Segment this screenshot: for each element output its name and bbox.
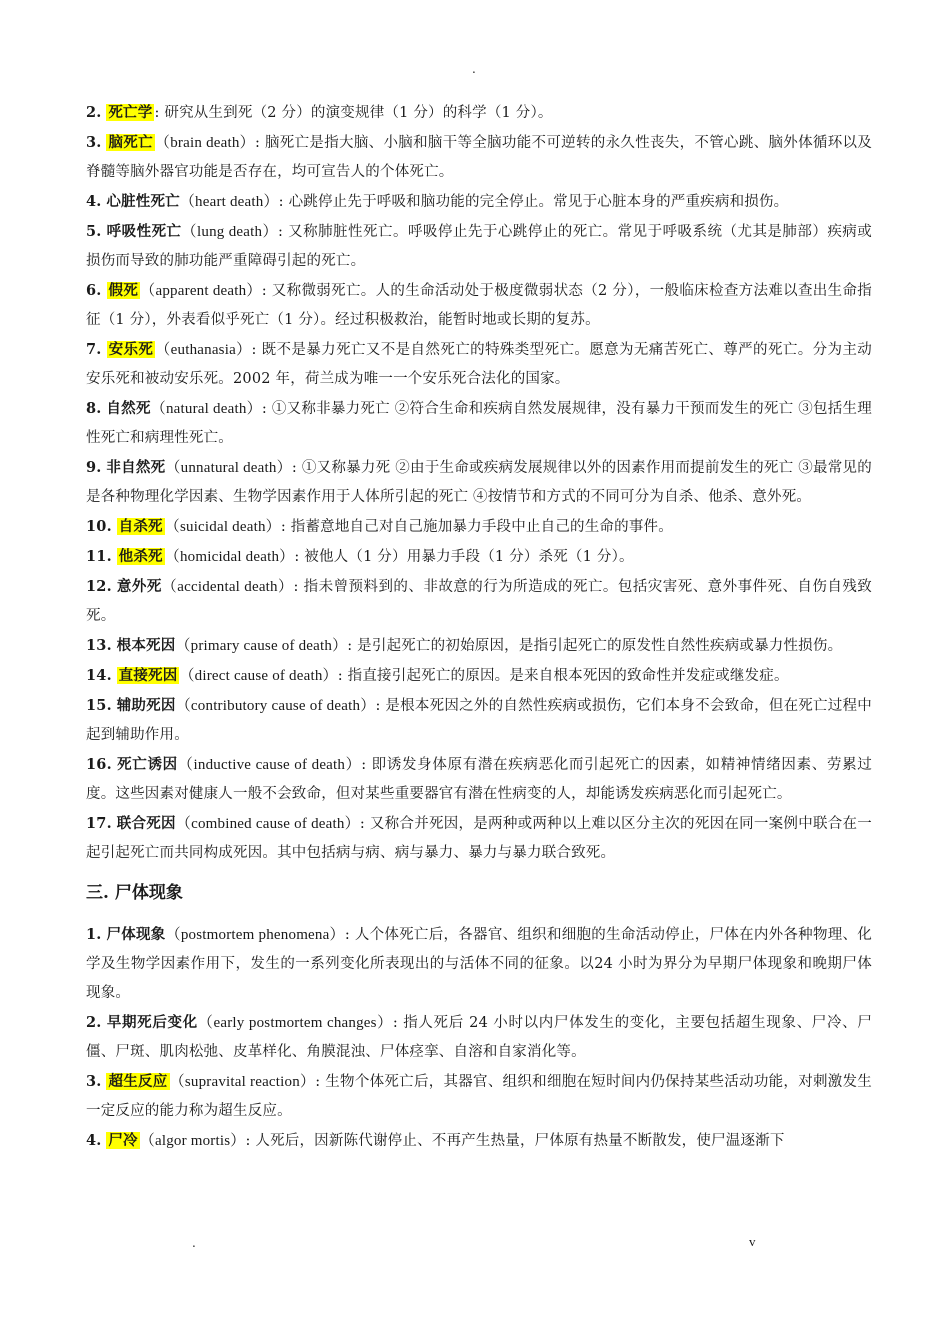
- footer-mark: v: [749, 1234, 756, 1249]
- definition-text: : 即诱发身体原有潜在疾病恶化而引起死亡的因素，如精神情绪因素、劳累过度。这些因素对健康人一般不会致命，但对某些重要器官有潜在性病变的人，却能诱发疾病恶化而引起死亡。: [86, 757, 872, 802]
- term: 非自然死: [106, 459, 166, 476]
- item-number: 4.: [86, 1132, 102, 1149]
- english-term: （unnatural death）: [165, 460, 292, 476]
- term: 辅助死因: [116, 697, 176, 714]
- item-number: 15.: [86, 697, 112, 714]
- english-term: （euthanasia）: [155, 342, 252, 358]
- item-number: 12.: [86, 578, 112, 595]
- definition-item: [86, 572, 872, 631]
- highlighted-term: 他杀死: [118, 548, 163, 565]
- highlighted-term: 死亡学: [108, 104, 153, 121]
- term: 意外死: [116, 578, 162, 595]
- section3-list: [86, 920, 872, 1156]
- highlighted-term: 脑死亡: [108, 134, 153, 151]
- highlighted-term: 自杀死: [118, 518, 163, 535]
- header-dot: .: [472, 62, 476, 76]
- definition-text: : ①又称暴力死 ②由于生命或疾病发展规律以外的因素作用而提前发生的死亡 ③最常见的是各种物理化学因素、生物学因素作用于人体所引起的死亡 ④按情节和方式的不同可分为自杀、他杀、意外死。: [86, 460, 872, 505]
- term: 联合死因: [116, 815, 176, 832]
- item-number: 7.: [86, 341, 102, 358]
- item-number: 2.: [86, 1014, 102, 1031]
- highlighted-term: 假死: [108, 282, 139, 299]
- definition-item: [86, 1008, 872, 1067]
- definition-text: : 又称肺脏性死亡。呼吸停止先于心跳停止的死亡。常见于呼吸系统（尤其是肺部）疾病或损伤而导致的肺功能严重障碍引起的死亡。: [86, 224, 872, 269]
- definition-text: : 又称合并死因，是两种或两种以上难以区分主次的死因在同一案例中联合在一起引起死亡而共同构成死因。其中包括病与病、病与暴力、暴力与暴力联合致死。: [86, 816, 872, 861]
- definition-text: : 指人死后 24 小时以内尸体发生的变化，主要包括超生现象、尸冷、尸僵、尸斑、肌肉松弛、皮革样化、角膜混浊、尸体痉挛、自溶和自家消化等。: [86, 1015, 873, 1060]
- term: 根本死因: [116, 637, 176, 654]
- english-term: （primary cause of death）: [175, 638, 348, 654]
- item-number: 11.: [86, 548, 112, 565]
- definition-text: : 是引起死亡的初始原因，是指引起死亡的原发性自然性疾病或暴力性损伤。: [347, 638, 843, 654]
- highlighted-term: 尸冷: [108, 1132, 138, 1149]
- term: 心脏性死亡: [106, 193, 180, 210]
- english-term: （brain death）: [154, 135, 255, 151]
- english-term: （apparent death）: [140, 283, 262, 299]
- item-number: 8.: [86, 400, 102, 417]
- definition-item: [86, 661, 872, 691]
- definition-text: : 人死后，因新陈代谢停止、不再产生热量，尸体原有热量不断散发，使尸温逐渐下: [245, 1133, 785, 1149]
- definition-item: [86, 750, 872, 809]
- footer-dot: .: [192, 1236, 196, 1250]
- english-term: （combined cause of death）: [175, 816, 360, 832]
- definition-item: [86, 1067, 872, 1126]
- english-term: （contributory cause of death）: [175, 698, 376, 714]
- english-term: （heart death）: [179, 194, 279, 210]
- definition-text: : 指蓄意地自己对自己施加暴力手段中止自己的生命的事件。: [280, 519, 673, 535]
- definition-text: : 是根本死因之外的自然性疾病或损伤，它们本身不会致命，但在死亡过程中起到辅助作用。: [86, 698, 872, 743]
- definition-item: [86, 276, 872, 335]
- definition-item: [86, 98, 872, 128]
- highlighted-term: 超生反应: [108, 1073, 168, 1090]
- definition-text: : 指直接引起死亡的原因。是来自根本死因的致命性并发症或继发症。: [337, 668, 789, 684]
- definition-text: : 研究从生到死（2 分）的演变规律（1 分）的科学（1 分）。: [154, 105, 553, 121]
- item-number: 6.: [86, 282, 102, 299]
- definition-item: [86, 1126, 872, 1156]
- item-number: 3.: [86, 134, 102, 151]
- terms-list: [86, 98, 872, 868]
- definition-item: [86, 809, 872, 868]
- section-heading: 三. 尸体现象: [86, 883, 183, 903]
- term: 早期死后变化: [106, 1014, 198, 1031]
- document-body: [86, 98, 872, 1156]
- definition-item: [86, 631, 872, 661]
- item-number: 13.: [86, 637, 112, 654]
- item-number: 10.: [86, 518, 112, 535]
- definition-text: : 指未曾预料到的、非故意的行为所造成的死亡。包括灾害死、意外事件死、自伤自残致死。: [86, 579, 872, 624]
- item-number: 14.: [86, 667, 112, 684]
- english-term: （supravital reaction）: [169, 1074, 316, 1090]
- definition-text: : 脑死亡是指大脑、小脑和脑干等全脑功能不可逆转的永久性丧失，不管心跳、脑外体循环以及脊髓等脑外器官功能是否存在，均可宣告人的个体死亡。: [86, 135, 873, 180]
- definition-item: [86, 512, 872, 542]
- definition-item: [86, 187, 872, 217]
- item-number: 4.: [86, 193, 102, 210]
- english-term: （homicidal death）: [164, 549, 295, 565]
- definition-text: : 心跳停止先于呼吸和脑功能的完全停止。常见于心脏本身的严重疾病和损伤。: [278, 194, 789, 210]
- definition-item: [86, 217, 872, 276]
- definition-item: [86, 542, 872, 572]
- definition-item: [86, 920, 872, 1008]
- definition-item: [86, 335, 872, 394]
- english-term: （postmortem phenomena）: [165, 927, 345, 943]
- definition-text: : ①又称非暴力死亡 ②符合生命和疾病自然发展规律，没有暴力干预而发生的死亡 ③包括生理性死亡和病理性死亡。: [86, 401, 872, 446]
- english-term: （direct cause of death）: [179, 668, 338, 684]
- definition-item: [86, 691, 872, 750]
- item-number: 3.: [86, 1073, 102, 1090]
- definition-item: [86, 128, 872, 187]
- item-number: 9.: [86, 459, 102, 476]
- term: 尸体现象: [106, 926, 166, 943]
- english-term: （algor mortis）: [139, 1133, 246, 1149]
- item-number: 2.: [86, 104, 102, 121]
- item-number: 5.: [86, 223, 102, 240]
- definition-text: : 既不是暴力死亡又不是自然死亡的特殊类型死亡。愿意为无痛苦死亡、尊严的死亡。分为主动安乐死和被动安乐死。2002 年，荷兰成为唯一一个安乐死合法化的国家。: [86, 342, 872, 387]
- item-number: 1.: [86, 926, 102, 943]
- definition-item: [86, 453, 872, 512]
- english-term: （inductive cause of death）: [177, 757, 362, 773]
- term: 自然死: [106, 400, 151, 417]
- definition-text: : 人个体死亡后，各器官、组织和细胞的生命活动停止，尸体在内外各种物理、化学及生物学因素作用下，发生的一系列变化所表现出的与活体不同的征象。以24 小时为界分为早期尸体现象和晚期尸体现象。: [86, 927, 872, 1001]
- term: 死亡诱因: [117, 756, 178, 773]
- item-number: 16.: [86, 756, 112, 773]
- definition-text: : 被他人（1 分）用暴力手段（1 分）杀死（1 分）。: [294, 549, 634, 565]
- highlighted-term: 安乐死: [108, 341, 154, 358]
- english-term: （accidental death）: [161, 579, 294, 595]
- definition-text: : 又称微弱死亡。人的生命活动处于极度微弱状态（2 分），一般临床检查方法难以查出生命指征（1 分），外表看似乎死亡（1 分）。经过积极救治，能暂时地或长期的复苏。: [86, 283, 872, 328]
- definition-text: : 生物个体死亡后，其器官、组织和细胞在短时间内仍保持某些活动功能，对刺激发生一定反应的能力称为超生反应。: [86, 1074, 873, 1119]
- english-term: （early postmortem changes）: [197, 1015, 393, 1031]
- definition-item: [86, 394, 872, 453]
- english-term: （lung death）: [181, 224, 278, 240]
- item-number: 17.: [86, 815, 112, 832]
- english-term: （suicidal death）: [164, 519, 281, 535]
- highlighted-term: 直接死因: [118, 667, 178, 684]
- term: 呼吸性死亡: [106, 223, 182, 240]
- english-term: （natural death）: [150, 401, 262, 417]
